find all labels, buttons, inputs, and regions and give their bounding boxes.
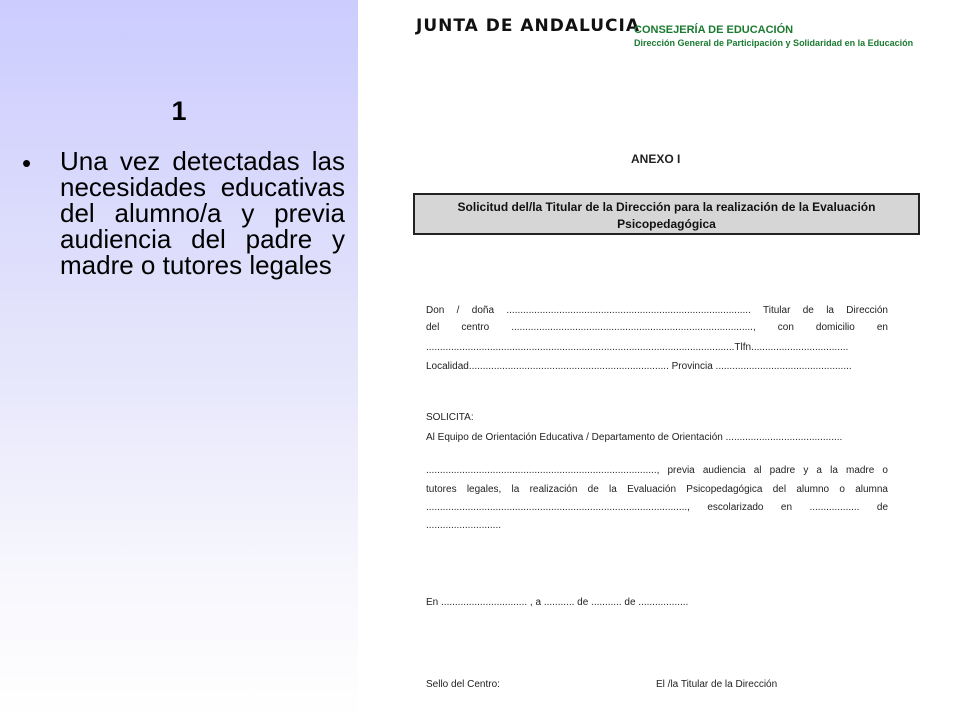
- junta-logo: JUNTA DE ANDALUCIA: [416, 16, 640, 36]
- form-line-solicita: SOLICITA:: [426, 412, 474, 423]
- form-line-tlfn: ...............................................................................................................Tlfn...................................: [426, 342, 849, 353]
- form-line-dots: ...........................: [426, 520, 502, 531]
- form-line-equipo: Al Equipo de Orientación Educativa / Departamento de Orientación ..........................................: [426, 432, 843, 443]
- solicitud-title-line1: Solicitud del/la Titular de la Dirección para la realización de la Evaluación: [457, 200, 876, 214]
- left-panel: [0, 0, 358, 720]
- anexo-title: ANEXO I: [631, 152, 681, 166]
- slide-number: 1: [171, 96, 187, 126]
- sello-label: Sello del Centro:: [426, 679, 500, 690]
- solicitud-title-box: [413, 193, 920, 235]
- direccion-general: Dirección General de Participación y Solidaridad en la Educación: [634, 38, 914, 48]
- bullet-text: Una vez detectadas las necesidades educativas del alumno/a y previa audiencia del padre y madre o tutores legales: [60, 146, 345, 280]
- form-line-audiencia: ..................................................................................., previa audiencia al padre y a la madre o: [426, 465, 888, 476]
- form-line-escolarizado: .............................................................................................., escolarizado en .................. de: [426, 502, 888, 513]
- form-line-fecha: En ............................... , a ........... de ........... de ..................: [426, 597, 689, 608]
- solicitud-title-line2: Psicopedagógica: [617, 217, 716, 231]
- form-line-centro: del centro ......................................................................................., con domicilio en: [426, 322, 888, 333]
- document-image: [358, 0, 960, 720]
- titular-label: El /la Titular de la Dirección: [656, 679, 778, 690]
- form-line-localidad: Localidad........................................................................ Provincia .................................................: [426, 361, 852, 372]
- form-line-tutores: tutores legales, la realización de la Evaluación Psicopedagógica del alumno o alumna: [426, 484, 888, 495]
- consejeria-title: CONSEJERÍA DE EDUCACIÓN: [634, 24, 794, 36]
- bullet-marker: •: [22, 148, 32, 178]
- form-line-don: Don / doña ........................................................................................ Titular de la Dirección: [426, 305, 888, 316]
